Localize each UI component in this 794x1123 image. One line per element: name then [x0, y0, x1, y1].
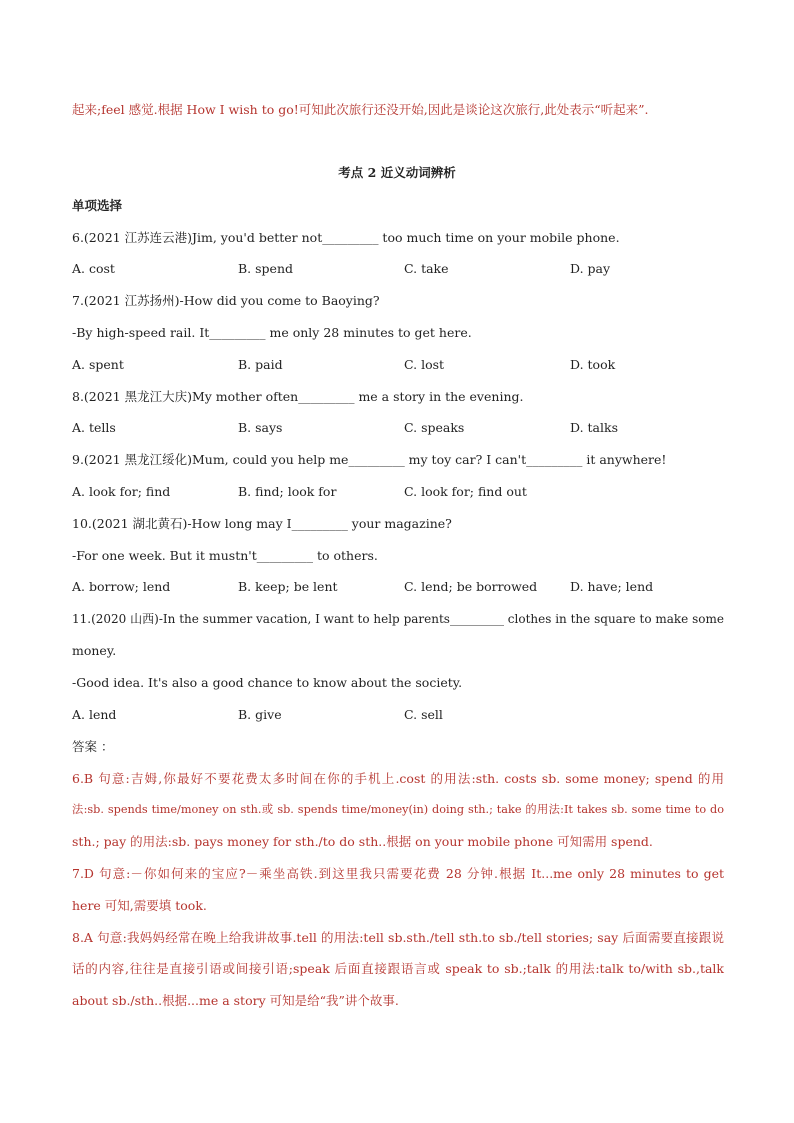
- option-c: C. speaks: [404, 420, 465, 435]
- question-10-options: [72, 577, 724, 597]
- option-b: B. find; look for: [238, 484, 337, 499]
- option-b: B. paid: [238, 357, 283, 372]
- question-11-line-2: money.: [72, 643, 117, 658]
- question-8-line-1: 8.(2021 黑龙江大庆)My mother often_________ me a story in the evening.: [72, 389, 524, 404]
- answer-line: 法:sb. spends time/money on sth.或 sb. spends time/money(in) doing sth.; take 的用法:It takes sb. some time to do: [72, 803, 724, 816]
- question-6-options: [72, 259, 724, 279]
- option-d: D. took: [570, 357, 616, 372]
- question-8-options: [72, 418, 724, 438]
- option-c: C. look for; find out: [404, 484, 527, 499]
- option-c: C. take: [404, 261, 449, 276]
- question-7-options: [72, 355, 724, 375]
- option-d: D. talks: [570, 420, 618, 435]
- section-title: 考点 2 近义动词辨析: [338, 165, 456, 180]
- option-a: A. spent: [72, 357, 124, 372]
- section-type: 单项选择: [72, 198, 123, 213]
- question-9-options: [72, 482, 724, 502]
- answer-line: sth.; pay 的用法:sb. pays money for sth./to do sth..根据 on your mobile phone 可知需用 spend.: [72, 834, 653, 849]
- option-b: B. spend: [238, 261, 293, 276]
- option-a: A. tells: [72, 420, 116, 435]
- answer-label: 答案 ：: [72, 739, 114, 754]
- question-11-line-3: -Good idea. It's also a good chance to know about the society.: [72, 675, 463, 690]
- option-a: A. look for; find: [72, 484, 171, 499]
- question-6-line-1: 6.(2021 江苏连云港)Jim, you'd better not_________ too much time on your mobile phone.: [72, 230, 620, 245]
- option-b: B. keep; be lent: [238, 579, 338, 594]
- question-10-line-2: -For one week. But it mustn't_________ to others.: [72, 548, 378, 563]
- option-c: C. lost: [404, 357, 445, 372]
- answer-line: about sb./sth..根据...me a story 可知是给“我”讲个故事.: [72, 993, 399, 1008]
- option-a: A. lend: [72, 707, 117, 722]
- option-b: B. says: [238, 420, 283, 435]
- option-a: A. cost: [72, 261, 115, 276]
- option-c: C. sell: [404, 707, 443, 722]
- answer-line: 8.A 句意:我妈妈经常在晚上给我讲故事.tell 的用法:tell sb.sth./tell sth.to sb./tell stories; say 后面需要直接跟说: [72, 930, 724, 945]
- question-11-options: [72, 705, 724, 725]
- option-d: D. pay: [570, 261, 611, 276]
- answer-line: 话的内容,往往是直接引语或间接引语;speak 后面直接跟语言或 speak to sb.;talk 的用法:talk to/with sb.,talk: [72, 961, 724, 976]
- option-b: B. give: [238, 707, 282, 722]
- option-d: D. have; lend: [570, 579, 654, 594]
- answer-line: 6.B 句意:吉姆,你最好不要花费太多时间在你的手机上.cost 的用法:sth. costs sb. some money; spend 的用: [72, 771, 724, 786]
- question-11-line-1: 11.(2020 山西)-In the summer vacation, I want to help parents_________ clothes in the square to make some: [72, 612, 724, 626]
- answer-line: here 可知,需要填 took.: [72, 898, 207, 913]
- answer-line: 7.D 句意:－你如何来的宝应?－乘坐高铁.到这里我只需要花费 28 分钟.根据 It...me only 28 minutes to get: [72, 866, 724, 881]
- option-a: A. borrow; lend: [72, 579, 171, 594]
- top-note: 起来;feel 感觉.根据 How I wish to go!可知此次旅行还没开始,因此是谈论这次旅行,此处表示“听起来”.: [72, 102, 649, 117]
- question-10-line-1: 10.(2021 湖北黄石)-How long may I_________ your magazine?: [72, 516, 452, 531]
- question-7-line-2: -By high-speed rail. It_________ me only 28 minutes to get here.: [72, 325, 472, 340]
- option-c: C. lend; be borrowed: [404, 579, 538, 594]
- question-9-line-1: 9.(2021 黑龙江绥化)Mum, could you help me_________ my toy car? I can't_________ it anywhere!: [72, 452, 667, 467]
- question-7-line-1: 7.(2021 江苏扬州)-How did you come to Baoying?: [72, 293, 380, 308]
